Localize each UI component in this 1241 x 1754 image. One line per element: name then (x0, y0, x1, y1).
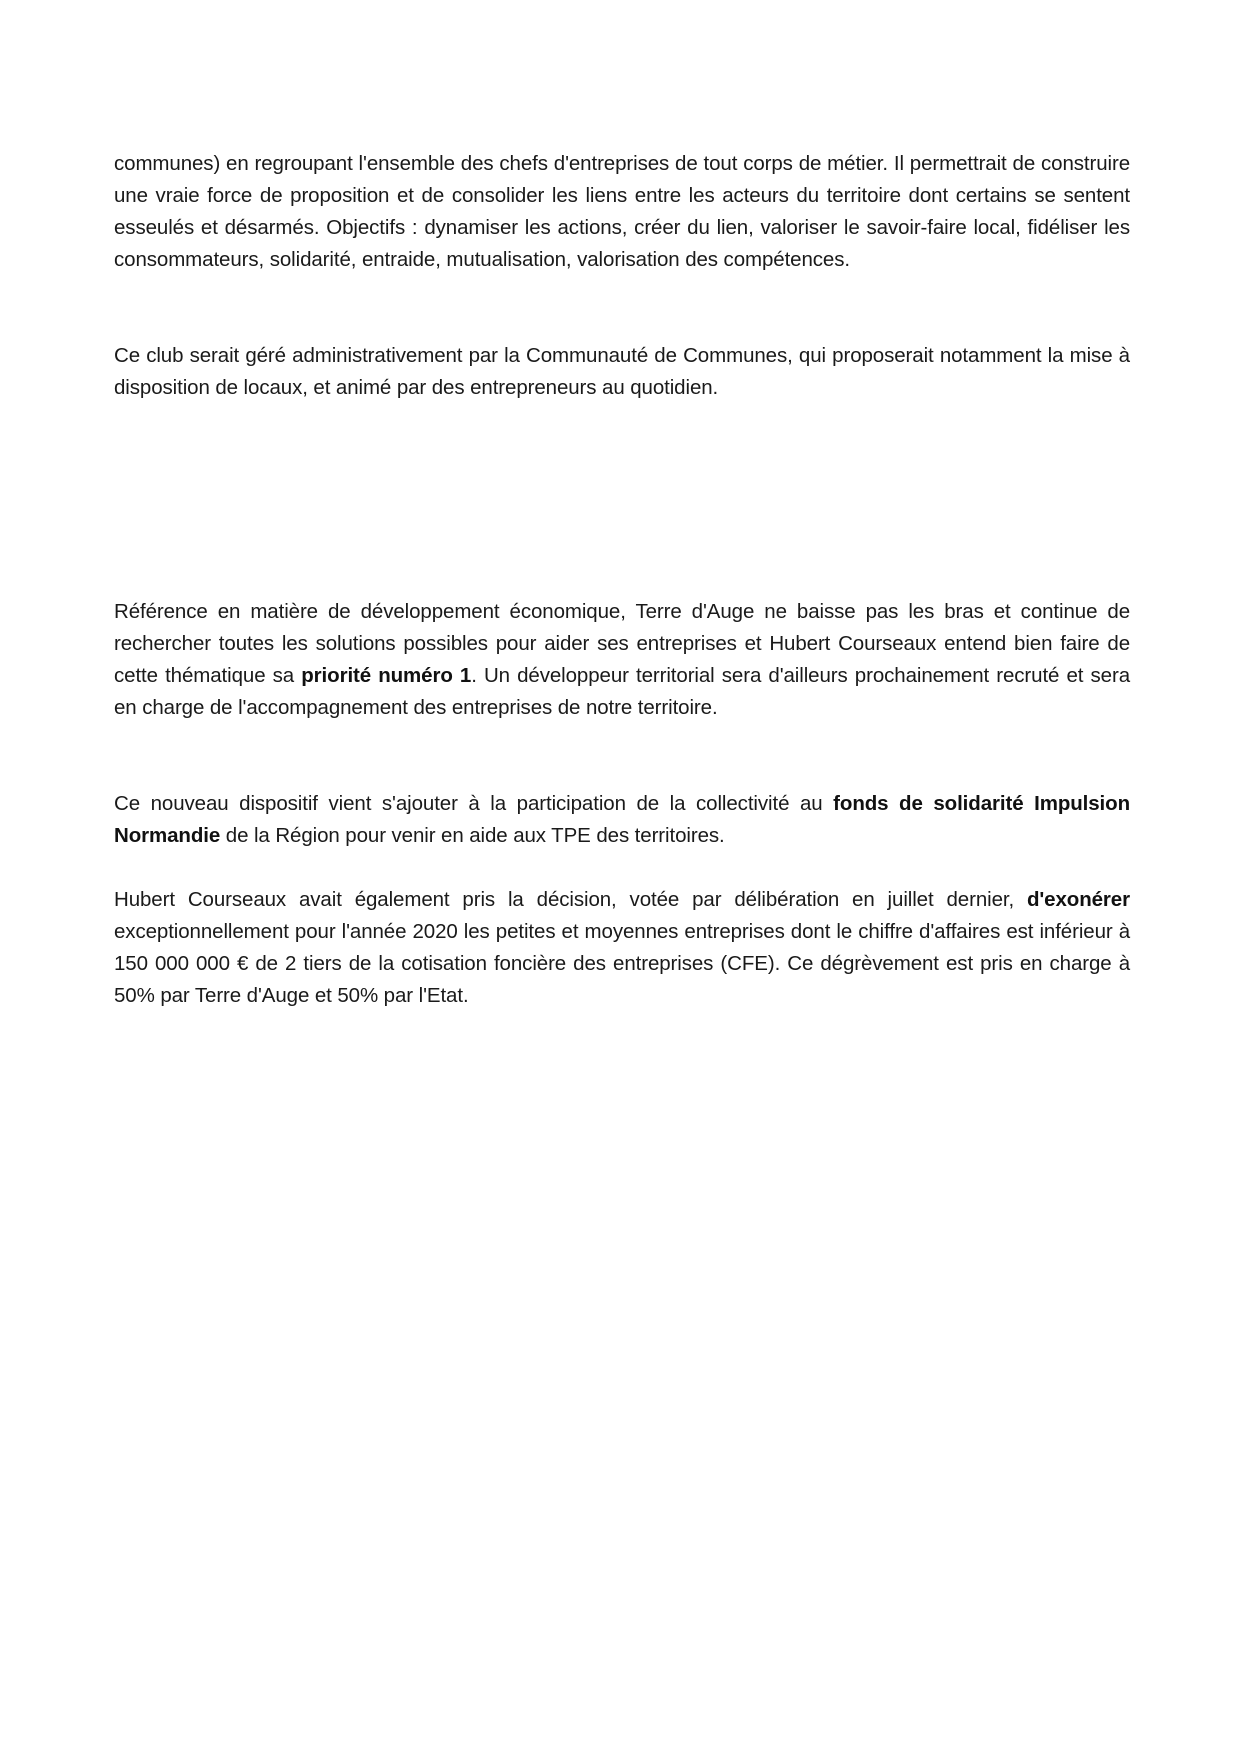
paragraph-text: . Un développeur territorial sera d'ailleurs prochainement recruté et sera en charge de l'accompagnement des entreprises de notre territoire. (114, 664, 1130, 719)
paragraph-economic-development (114, 596, 1130, 724)
paragraph-club-management: Ce club serait géré administrativement par la Communauté de Communes, qui proposerait notamment la mise à disposition de locaux, et animé par des entrepreneurs au quotidien. (114, 344, 1130, 399)
paragraph-text: Hubert Courseaux avait également pris la décision, votée par délibération en juillet dernier, (114, 888, 1027, 911)
emphasis-exemption: d'exonérer (1026, 888, 1130, 911)
emphasis-fund-name: fonds de solidarité Impulsion Normandie (114, 792, 1131, 847)
paragraph-solidarity-fund (114, 788, 1130, 852)
paragraph-text: exceptionnellement pour l'année 2020 les petites et moyennes entreprises dont le chiffre d'affaires est inférieur à 150 000 000 € de 2 tiers de la cotisation foncière des entreprises (CFE). Ce dégrèvement est pris en charge à 50% par Terre d'Auge et 50% par l'Etat. (114, 920, 1130, 1007)
emphasis-priority: priorité numéro 1 (301, 664, 472, 687)
paragraph-text: Référence en matière de développement économique, Terre d'Auge ne baisse pas les bras et continue de rechercher toutes les solutions possibles pour aider ses entreprises et Hubert Courseaux entend bien faire de cette thématique sa (114, 600, 1130, 687)
paragraph-text: Ce nouveau dispositif vient s'ajouter à la participation de la collectivité au (114, 792, 834, 815)
paragraph-cfe-exemption (114, 884, 1130, 1012)
paragraph-text: de la Région pour venir en aide aux TPE des territoires. (220, 824, 725, 847)
paragraph-club-description: communes) en regroupant l'ensemble des chefs d'entreprises de tout corps de métier. Il permettrait de construire une vraie force de proposition et de consolider les liens entre les acteurs du territoire dont certains se sentent esseulés et désarmés. Objectifs : dynamiser les actions, créer du lien, valoriser le savoir-faire local, fidéliser les consommateurs, solidarité, entraide, mutualisation, valorisation des compétences. (114, 152, 1130, 271)
